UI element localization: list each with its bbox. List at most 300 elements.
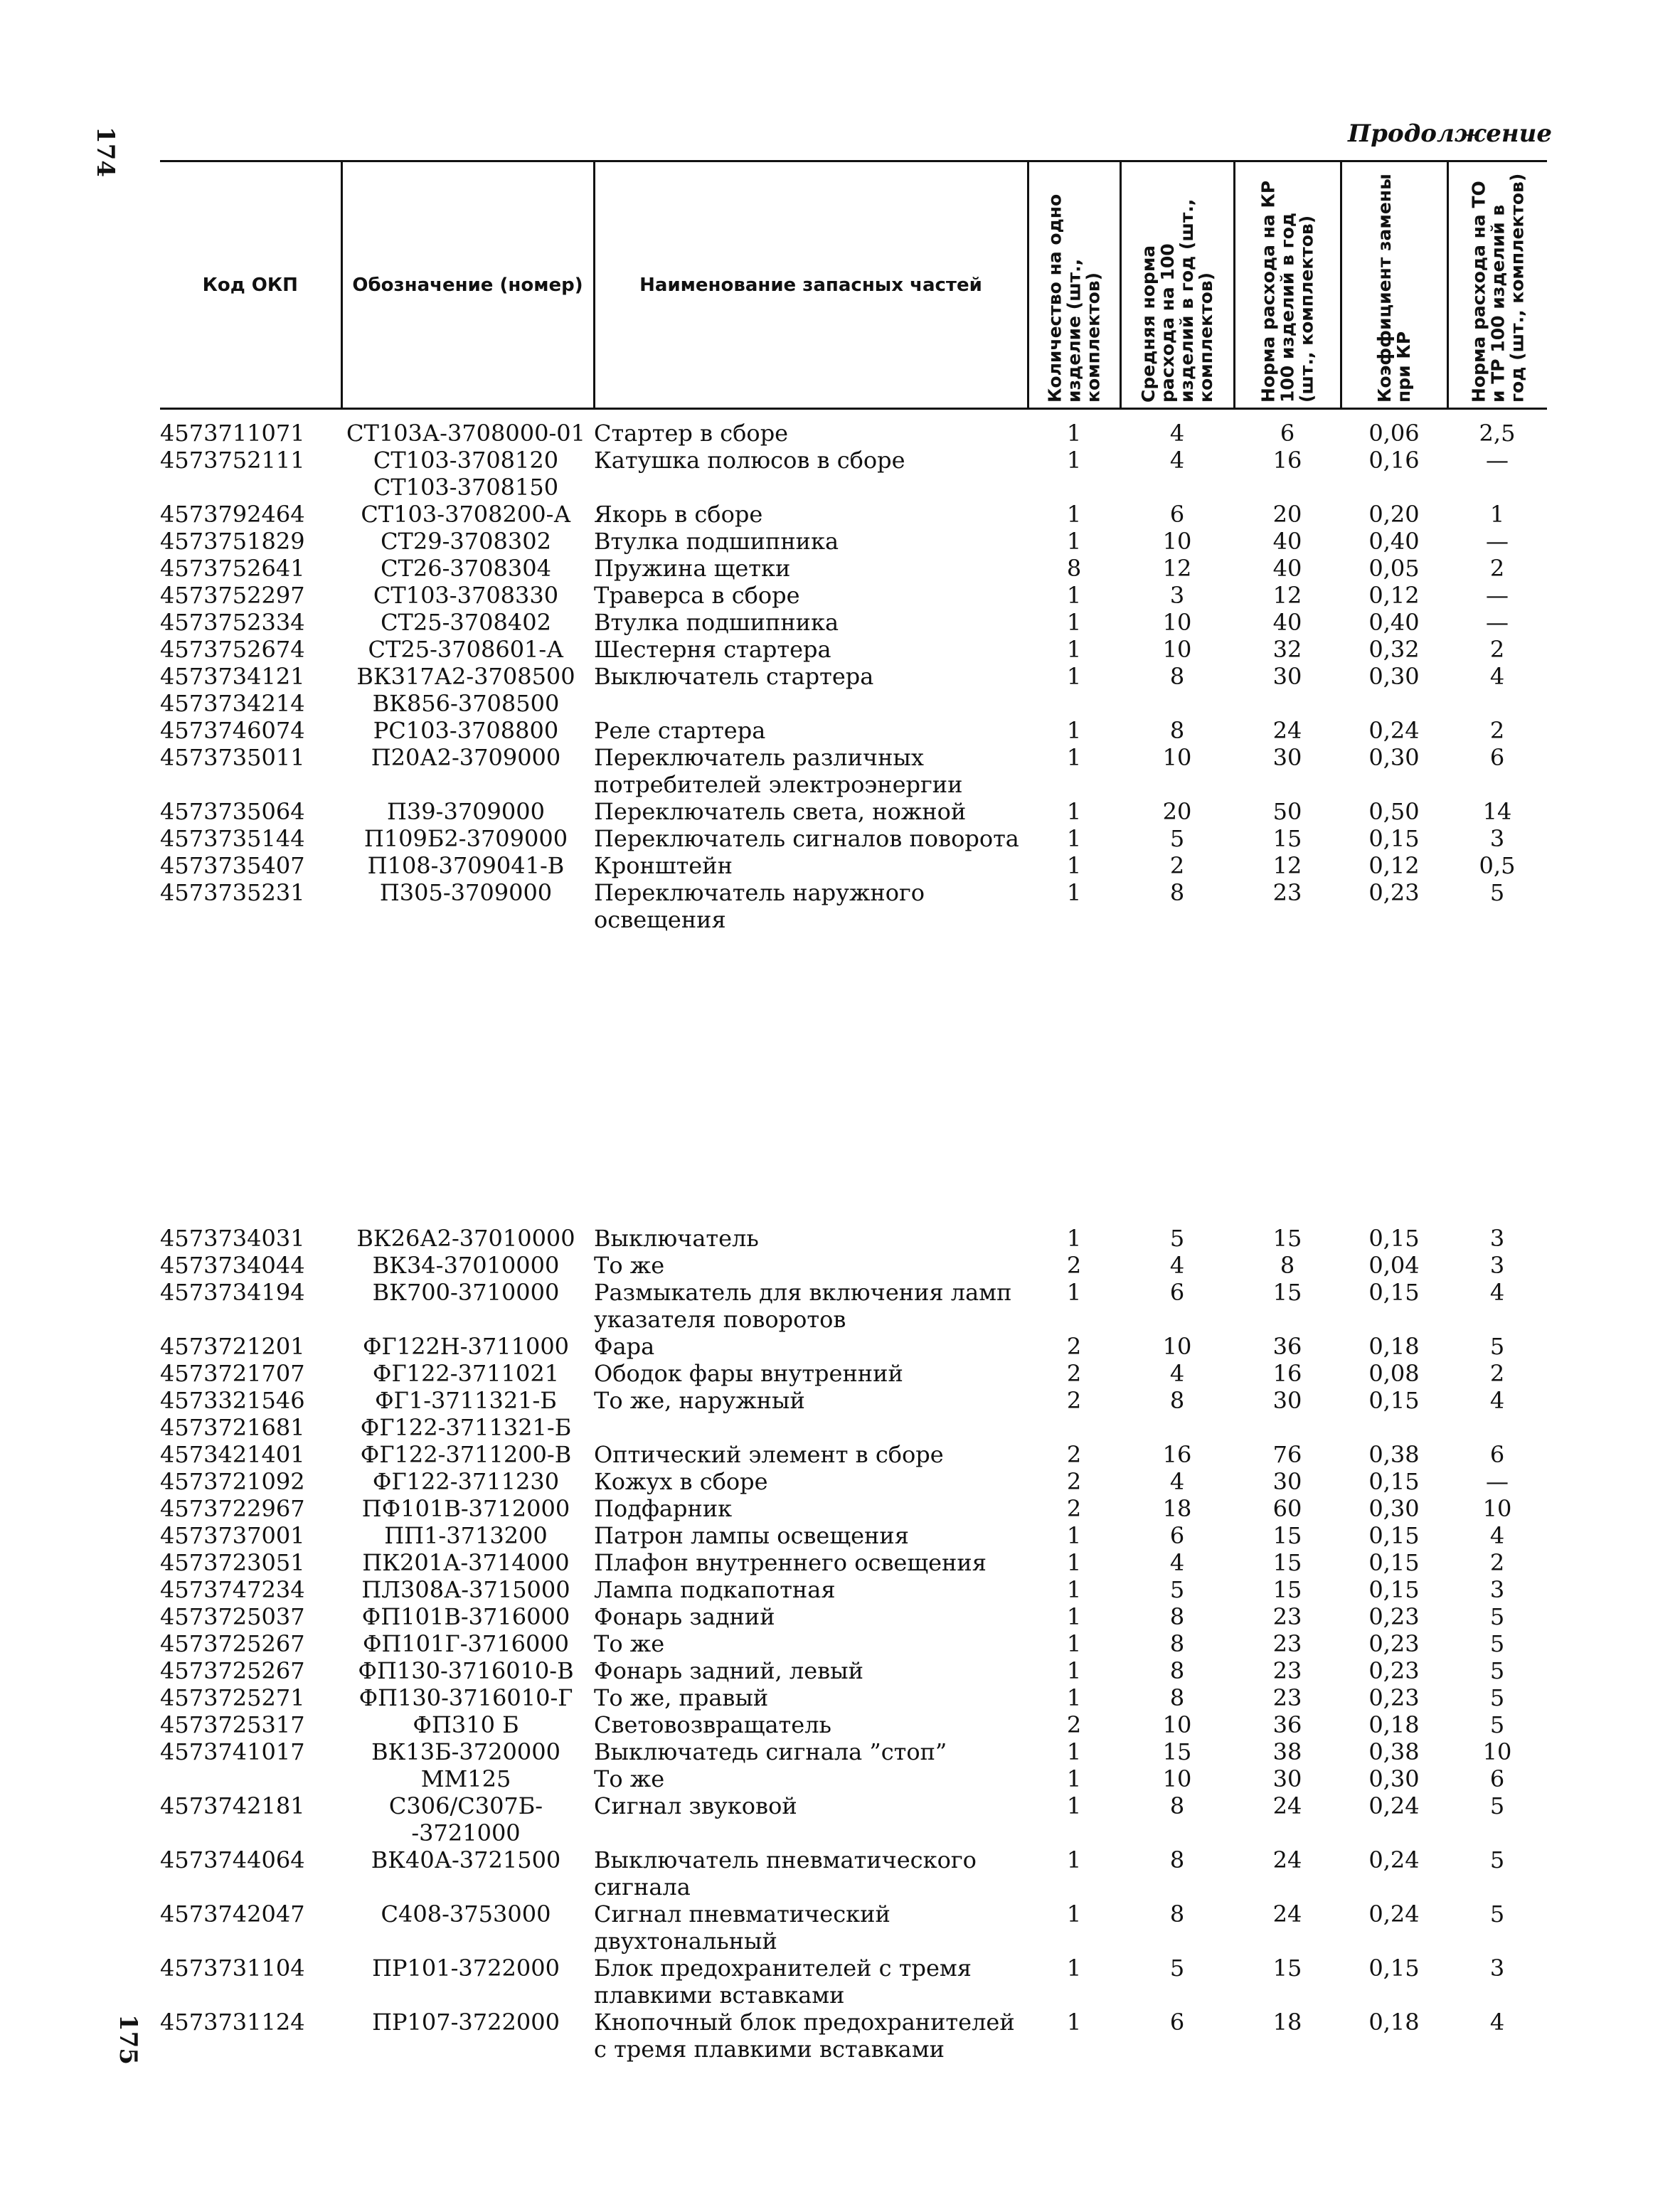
table-row: [160, 501, 1547, 528]
cell-qty: 2: [1066, 1495, 1082, 1522]
cell-code: 4573725317: [160, 1711, 305, 1738]
cell-qty: 2: [1066, 1711, 1082, 1738]
page-number-bottom: 175: [114, 2014, 142, 2065]
cell-qty: 1: [1066, 717, 1082, 744]
cell-code: 4573734121 4573734214: [160, 663, 305, 717]
cell-to-tr-norm: —: [1486, 1468, 1509, 1495]
cell-avg-norm: 8: [1169, 879, 1185, 906]
cell-coef: 0,23: [1368, 879, 1420, 906]
cell-qty: 2: [1066, 1468, 1082, 1495]
cell-to-tr-norm: 3: [1489, 825, 1505, 852]
cell-kr-norm: 40: [1272, 609, 1302, 636]
cell-kr-norm: 30: [1272, 1387, 1302, 1414]
cell-coef: 0,15: [1368, 1955, 1420, 1982]
cell-name: Световозвращатель: [594, 1711, 831, 1738]
cell-to-tr-norm: 3: [1489, 1955, 1505, 1982]
cell-designation: СТ103-3708120 СТ103-3708150: [373, 447, 559, 501]
cell-designation: ФП101В-3716000: [361, 1603, 570, 1630]
cell-qty: 1: [1066, 1522, 1082, 1549]
cell-qty: 8: [1066, 555, 1082, 582]
table-row: [160, 663, 1547, 717]
cell-designation: СТ103А-3708000-01: [346, 420, 585, 447]
table-row: [160, 420, 1547, 447]
header-kr-norm: Норма расхода на КР 100 изделий в год (шт., комплектов): [1234, 161, 1341, 409]
cell-kr-norm: 32: [1272, 636, 1302, 663]
page-number-top: 174: [91, 127, 119, 177]
cell-designation: ПР107-3722000: [372, 2009, 560, 2036]
cell-kr-norm: 76: [1272, 1441, 1302, 1468]
cell-kr-norm: 23: [1272, 879, 1302, 906]
cell-code: 4573752334: [160, 609, 305, 636]
cell-qty: 1: [1066, 447, 1082, 474]
cell-code: 4573735144: [160, 825, 305, 852]
cell-qty: 1: [1066, 1765, 1082, 1792]
cell-code: 4573725037: [160, 1603, 305, 1630]
cell-avg-norm: 10: [1162, 744, 1192, 771]
cell-designation: ВК26А2-37010000: [356, 1225, 575, 1252]
cell-designation: ПФ101В-3712000: [361, 1495, 570, 1522]
cell-name: Выключатель пневматического сигнала: [594, 1846, 977, 1900]
table-row: [160, 1846, 1547, 1900]
cell-name: Подфарник: [594, 1495, 733, 1522]
cell-to-tr-norm: 10: [1482, 1738, 1512, 1765]
cell-avg-norm: 20: [1162, 798, 1192, 825]
cell-kr-norm: 15: [1272, 1279, 1302, 1306]
table-row: [160, 555, 1547, 582]
table-row: [160, 825, 1547, 852]
cell-designation: ВК40А-3721500: [371, 1846, 561, 1873]
cell-avg-norm: 2: [1169, 852, 1185, 879]
header-code: Код ОКП: [202, 274, 298, 296]
cell-kr-norm: 12: [1272, 852, 1302, 879]
cell-coef: 0,12: [1368, 852, 1420, 879]
cell-kr-norm: 40: [1272, 555, 1302, 582]
cell-designation: СТ103-3708330: [373, 582, 559, 609]
cell-kr-norm: 38: [1272, 1738, 1302, 1765]
cell-code: 4573792464: [160, 501, 305, 528]
cell-code: 4573725267: [160, 1657, 305, 1684]
cell-designation: П20А2-3709000: [371, 744, 561, 771]
cell-name: Блок предохранителей с тремя плавкими вставками: [594, 1955, 972, 2009]
cell-designation: П108-3709041-В: [367, 852, 565, 879]
cell-name: Фонарь задний, левый: [594, 1657, 863, 1684]
cell-name: То же: [594, 1765, 665, 1792]
cell-avg-norm: 8: [1169, 1792, 1185, 1819]
cell-kr-norm: 40: [1272, 528, 1302, 555]
cell-coef: 0,15: [1368, 1225, 1420, 1252]
cell-to-tr-norm: 14: [1482, 798, 1512, 825]
cell-code: 4573747234: [160, 1576, 305, 1603]
cell-code: 4573735231: [160, 879, 305, 906]
table-row: [160, 717, 1547, 744]
cell-name: Втулка подшипника: [594, 528, 839, 555]
cell-kr-norm: 15: [1272, 1955, 1302, 1982]
table-row: [160, 1495, 1547, 1522]
cell-to-tr-norm: 0,5: [1479, 852, 1516, 879]
cell-code: 4573752297: [160, 582, 305, 609]
cell-qty: 2: [1066, 1387, 1082, 1414]
table-row: [160, 1955, 1547, 2009]
cell-avg-norm: 4: [1169, 1360, 1185, 1387]
cell-to-tr-norm: 5: [1489, 1333, 1505, 1360]
cell-to-tr-norm: 3: [1489, 1252, 1505, 1279]
header-qty: Количество на одно изделие (шт., комплектов): [1028, 161, 1120, 409]
cell-code: 4573742047: [160, 1900, 305, 1928]
cell-avg-norm: 4: [1169, 1468, 1185, 1495]
cell-coef: 0,16: [1368, 447, 1420, 474]
cell-code: 4573752111: [160, 447, 305, 474]
cell-avg-norm: 10: [1162, 1765, 1192, 1792]
table-row: [160, 1738, 1547, 1765]
cell-designation: П305-3709000: [379, 879, 553, 906]
cell-qty: 1: [1066, 2009, 1082, 2036]
cell-to-tr-norm: —: [1486, 528, 1509, 555]
cell-code: 4573421401: [160, 1441, 305, 1468]
cell-qty: 1: [1066, 1630, 1082, 1657]
cell-code: 4573722967: [160, 1495, 305, 1522]
cell-qty: 1: [1066, 852, 1082, 879]
cell-avg-norm: 8: [1169, 1900, 1185, 1928]
cell-to-tr-norm: 5: [1489, 879, 1505, 906]
cell-name: Оптический элемент в сборе: [594, 1441, 944, 1468]
cell-to-tr-norm: 6: [1489, 1765, 1505, 1792]
cell-designation: ФГ122-3711230: [372, 1468, 560, 1495]
cell-qty: 1: [1066, 744, 1082, 771]
cell-to-tr-norm: 5: [1489, 1684, 1505, 1711]
cell-coef: 0,20: [1368, 501, 1420, 528]
cell-qty: 1: [1066, 798, 1082, 825]
cell-coef: 0,18: [1368, 2009, 1420, 2036]
cell-name: Траверса в сборе: [594, 582, 800, 609]
cell-avg-norm: 10: [1162, 1711, 1192, 1738]
cell-avg-norm: 18: [1162, 1495, 1192, 1522]
cell-coef: 0,30: [1368, 744, 1420, 771]
cell-avg-norm: 8: [1169, 1846, 1185, 1873]
table-row: [160, 1522, 1547, 1549]
cell-designation: ВК700-3710000: [372, 1279, 560, 1306]
cell-avg-norm: 6: [1169, 1522, 1185, 1549]
table-row: [160, 1576, 1547, 1603]
cell-coef: 0,40: [1368, 528, 1420, 555]
cell-coef: 0,50: [1368, 798, 1420, 825]
cell-qty: 1: [1066, 1792, 1082, 1819]
cell-code: 4573734044: [160, 1252, 305, 1279]
cell-qty: 1: [1066, 609, 1082, 636]
cell-kr-norm: 15: [1272, 1522, 1302, 1549]
continuation-label: Продолжение: [1348, 119, 1552, 148]
cell-designation: ФГ122-3711200-В: [360, 1441, 572, 1468]
cell-designation: ВК317А2-3708500 ВК856-3708500: [356, 663, 575, 717]
cell-code: 4573746074: [160, 717, 305, 744]
cell-to-tr-norm: 6: [1489, 1441, 1505, 1468]
cell-coef: 0,04: [1368, 1252, 1420, 1279]
header-to-tr-norm: Норма расхода на ТО и ТР 100 изделий в год (шт., комплектов): [1447, 161, 1547, 409]
table-row: [160, 1711, 1547, 1738]
cell-designation: СТ25-3708402: [381, 609, 551, 636]
cell-avg-norm: 5: [1169, 1576, 1185, 1603]
table-row: [160, 1792, 1547, 1846]
cell-coef: 0,32: [1368, 636, 1420, 663]
cell-avg-norm: 8: [1169, 1684, 1185, 1711]
cell-coef: 0,23: [1368, 1630, 1420, 1657]
cell-coef: 0,30: [1368, 1765, 1420, 1792]
cell-coef: 0,08: [1368, 1360, 1420, 1387]
cell-code: 4573742181: [160, 1792, 305, 1819]
table-row: [160, 852, 1547, 879]
cell-coef: 0,24: [1368, 1792, 1420, 1819]
cell-coef: 0,23: [1368, 1684, 1420, 1711]
cell-coef: 0,15: [1368, 825, 1420, 852]
cell-kr-norm: 18: [1272, 2009, 1302, 2036]
cell-name: Кожух в сборе: [594, 1468, 768, 1495]
cell-code: 4573731124: [160, 2009, 305, 2036]
cell-kr-norm: 23: [1272, 1603, 1302, 1630]
cell-avg-norm: 8: [1169, 1657, 1185, 1684]
cell-code: [160, 1765, 338, 1792]
table-row: [160, 879, 1547, 933]
cell-kr-norm: 16: [1272, 1360, 1302, 1387]
table-row: [160, 1684, 1547, 1711]
table-row: [160, 1441, 1547, 1468]
cell-name: Фонарь задний: [594, 1603, 775, 1630]
cell-qty: 1: [1066, 663, 1082, 690]
cell-avg-norm: 5: [1169, 1225, 1185, 1252]
cell-designation: ПЛ308А-3715000: [361, 1576, 570, 1603]
cell-kr-norm: 15: [1272, 1549, 1302, 1576]
cell-coef: 0,30: [1368, 663, 1420, 690]
cell-designation: ПК201А-3714000: [362, 1549, 570, 1576]
cell-designation: СТ29-3708302: [381, 528, 551, 555]
cell-avg-norm: 5: [1169, 825, 1185, 852]
cell-avg-norm: 4: [1169, 447, 1185, 474]
cell-designation: ФП130-3716010-В: [358, 1657, 574, 1684]
cell-to-tr-norm: 5: [1489, 1900, 1505, 1928]
cell-designation: ФГ1-3711321-Б ФГ122-3711321-Б: [360, 1387, 572, 1441]
cell-designation: ММ125: [420, 1765, 511, 1792]
cell-kr-norm: 30: [1272, 663, 1302, 690]
cell-to-tr-norm: 5: [1489, 1846, 1505, 1873]
cell-designation: П109Б2-3709000: [363, 825, 568, 852]
table-row: [160, 1279, 1547, 1333]
table-row: [160, 1603, 1547, 1630]
header-designation: Обозначение (номер): [341, 161, 594, 409]
cell-qty: 1: [1066, 1657, 1082, 1684]
cell-code: 4573737001: [160, 1522, 305, 1549]
cell-code: 4573321546 4573721681: [160, 1387, 305, 1441]
cell-kr-norm: 15: [1272, 825, 1302, 852]
cell-designation: ФП310 Б: [413, 1711, 519, 1738]
cell-to-tr-norm: 5: [1489, 1792, 1505, 1819]
cell-name: То же: [594, 1630, 665, 1657]
cell-code: 4573721707: [160, 1360, 305, 1387]
cell-kr-norm: 23: [1272, 1657, 1302, 1684]
cell-qty: 1: [1066, 1846, 1082, 1873]
cell-to-tr-norm: 4: [1489, 663, 1505, 690]
table-row: [160, 744, 1547, 798]
cell-name: Кронштейн: [594, 852, 733, 879]
cell-code: 4573725271: [160, 1684, 305, 1711]
cell-to-tr-norm: 5: [1489, 1630, 1505, 1657]
cell-code: 4573721201: [160, 1333, 305, 1360]
table-row: [160, 1657, 1547, 1684]
cell-name: Фара: [594, 1333, 655, 1360]
cell-to-tr-norm: 2: [1489, 1549, 1505, 1576]
cell-designation: СТ103-3708200-А: [361, 501, 571, 528]
cell-designation: ФП101Г-3716000: [362, 1630, 570, 1657]
table-row: [160, 447, 1547, 501]
cell-name: Стартер в сборе: [594, 420, 789, 447]
cell-name: Реле стартера: [594, 717, 766, 744]
cell-designation: ПР101-3722000: [372, 1955, 560, 1982]
cell-qty: 1: [1066, 636, 1082, 663]
cell-kr-norm: 24: [1272, 717, 1302, 744]
cell-coef: 0,12: [1368, 582, 1420, 609]
cell-to-tr-norm: —: [1486, 609, 1509, 636]
cell-name: Кнопочный блок предохранителей с тремя плавкими вставками: [594, 2009, 1015, 2063]
cell-qty: 1: [1066, 1279, 1082, 1306]
cell-code: 4573744064: [160, 1846, 305, 1873]
table-row: [160, 2009, 1547, 2063]
cell-name: Пружина щетки: [594, 555, 791, 582]
cell-name: Сигнал звуковой: [594, 1792, 797, 1819]
cell-coef: 0,38: [1368, 1441, 1420, 1468]
cell-avg-norm: 8: [1169, 1630, 1185, 1657]
cell-coef: 0,24: [1368, 717, 1420, 744]
table-row: [160, 1765, 1547, 1792]
cell-avg-norm: 15: [1162, 1738, 1192, 1765]
cell-designation: ПП1-3713200: [384, 1522, 548, 1549]
cell-to-tr-norm: 5: [1489, 1603, 1505, 1630]
cell-kr-norm: 12: [1272, 582, 1302, 609]
cell-name: То же: [594, 1252, 665, 1279]
cell-avg-norm: 10: [1162, 636, 1192, 663]
cell-avg-norm: 6: [1169, 501, 1185, 528]
table-row: [160, 798, 1547, 825]
cell-designation: РС103-3708800: [373, 717, 559, 744]
cell-coef: 0,38: [1368, 1738, 1420, 1765]
cell-to-tr-norm: 4: [1489, 2009, 1505, 2036]
cell-avg-norm: 8: [1169, 717, 1185, 744]
cell-qty: 1: [1066, 825, 1082, 852]
cell-coef: 0,15: [1368, 1549, 1420, 1576]
cell-name: Лампа подкапотная: [594, 1576, 836, 1603]
cell-coef: 0,24: [1368, 1846, 1420, 1873]
rows-block-1: [160, 420, 1547, 933]
cell-code: 4573735064: [160, 798, 305, 825]
cell-qty: 1: [1066, 1225, 1082, 1252]
cell-kr-norm: 36: [1272, 1711, 1302, 1738]
cell-code: 4573735407: [160, 852, 305, 879]
cell-qty: 1: [1066, 1900, 1082, 1928]
cell-qty: 1: [1066, 1549, 1082, 1576]
cell-kr-norm: 15: [1272, 1576, 1302, 1603]
table-row: [160, 1225, 1547, 1252]
cell-avg-norm: 10: [1162, 528, 1192, 555]
cell-name: Переключатель света, ножной: [594, 798, 967, 825]
cell-kr-norm: 8: [1280, 1252, 1295, 1279]
cell-coef: 0,15: [1368, 1468, 1420, 1495]
cell-kr-norm: 6: [1280, 420, 1295, 447]
cell-name: Выключатедь сигнала ”стоп”: [594, 1738, 947, 1765]
cell-designation: ФП130-3716010-Г: [358, 1684, 573, 1711]
cell-coef: 0,18: [1368, 1333, 1420, 1360]
cell-avg-norm: 8: [1169, 663, 1185, 690]
cell-qty: 1: [1066, 528, 1082, 555]
cell-avg-norm: 3: [1169, 582, 1185, 609]
cell-qty: 2: [1066, 1441, 1082, 1468]
cell-to-tr-norm: 3: [1489, 1225, 1505, 1252]
cell-to-tr-norm: —: [1486, 582, 1509, 609]
cell-coef: 0,15: [1368, 1576, 1420, 1603]
cell-designation: С408-3753000: [381, 1900, 551, 1928]
cell-avg-norm: 10: [1162, 609, 1192, 636]
cell-coef: 0,15: [1368, 1522, 1420, 1549]
cell-to-tr-norm: 4: [1489, 1522, 1505, 1549]
header-coef: Коэффициент замены при КР: [1341, 161, 1447, 409]
cell-kr-norm: 20: [1272, 501, 1302, 528]
cell-coef: 0,05: [1368, 555, 1420, 582]
cell-coef: 0,06: [1368, 420, 1420, 447]
cell-avg-norm: 5: [1169, 1955, 1185, 1982]
cell-code: 4573741017: [160, 1738, 305, 1765]
cell-to-tr-norm: 1: [1489, 501, 1505, 528]
cell-coef: 0,24: [1368, 1900, 1420, 1928]
cell-qty: 1: [1066, 879, 1082, 906]
cell-to-tr-norm: 5: [1489, 1711, 1505, 1738]
cell-qty: 1: [1066, 1684, 1082, 1711]
cell-avg-norm: 8: [1169, 1603, 1185, 1630]
cell-code: 4573751829: [160, 528, 305, 555]
table-row: [160, 1630, 1547, 1657]
cell-name: Переключатель различных потребителей электроэнергии: [594, 744, 963, 798]
cell-to-tr-norm: 5: [1489, 1657, 1505, 1684]
table-row: [160, 1360, 1547, 1387]
cell-qty: 2: [1066, 1360, 1082, 1387]
cell-qty: 1: [1066, 1738, 1082, 1765]
cell-kr-norm: 16: [1272, 447, 1302, 474]
cell-name: Размыкатель для включения ламп указателя поворотов: [594, 1279, 1012, 1333]
cell-name: Плафон внутреннего освещения: [594, 1549, 987, 1576]
cell-coef: 0,23: [1368, 1657, 1420, 1684]
cell-name: Переключатель сигналов поворота: [594, 825, 1019, 852]
cell-qty: 1: [1066, 1576, 1082, 1603]
cell-code: 4573752641: [160, 555, 305, 582]
cell-kr-norm: 15: [1272, 1225, 1302, 1252]
cell-to-tr-norm: 2: [1489, 717, 1505, 744]
cell-avg-norm: 6: [1169, 1279, 1185, 1306]
cell-name: Выключатель: [594, 1225, 759, 1252]
cell-kr-norm: 24: [1272, 1846, 1302, 1873]
cell-to-tr-norm: 6: [1489, 744, 1505, 771]
cell-coef: 0,23: [1368, 1603, 1420, 1630]
cell-name: Переключатель наружного освещения: [594, 879, 925, 933]
table-row: [160, 1387, 1547, 1441]
cell-to-tr-norm: 10: [1482, 1495, 1512, 1522]
cell-to-tr-norm: 3: [1489, 1576, 1505, 1603]
cell-code: 4573721092: [160, 1468, 305, 1495]
cell-qty: 1: [1066, 1955, 1082, 1982]
table-row: [160, 528, 1547, 555]
cell-to-tr-norm: 2,5: [1479, 420, 1516, 447]
cell-name: Патрон лампы освещения: [594, 1522, 909, 1549]
table-row: [160, 1252, 1547, 1279]
cell-designation: СТ25-3708601-А: [368, 636, 564, 663]
cell-to-tr-norm: 4: [1489, 1279, 1505, 1306]
cell-code: 4573723051: [160, 1549, 305, 1576]
cell-qty: 1: [1066, 1603, 1082, 1630]
cell-qty: 2: [1066, 1333, 1082, 1360]
cell-designation: ФГ122-3711021: [372, 1360, 560, 1387]
